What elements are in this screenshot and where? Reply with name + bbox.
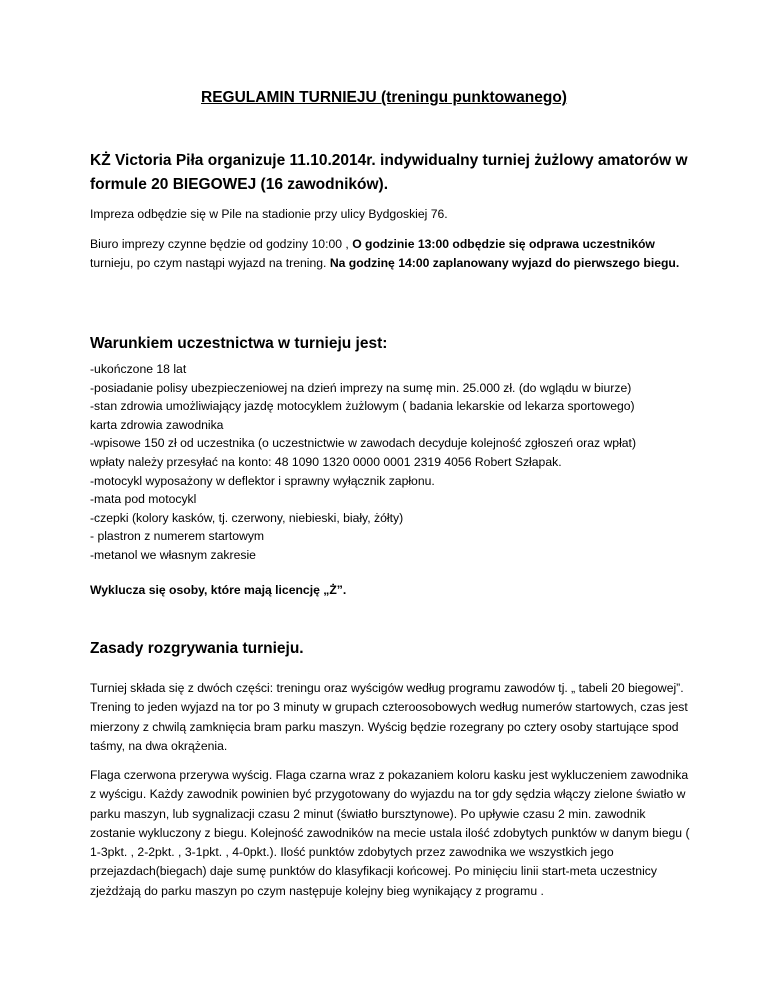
document-title-text: REGULAMIN TURNIEJU (treningu punktowanego) bbox=[201, 89, 567, 106]
document-title bbox=[0, 89, 768, 107]
office-text-2: O godzinie 13:00 odbędzie się odprawa uczestników bbox=[352, 237, 655, 251]
venue-paragraph: Impreza odbędzie się w Pile na stadionie przy ulicy Bydgoskiej 76. bbox=[90, 207, 448, 221]
office-paragraph bbox=[90, 235, 690, 273]
rules-heading: Zasady rozgrywania turnieju. bbox=[90, 640, 304, 657]
list-item: wpłaty należy przesyłać na konto: 48 1090 1320 0000 0001 2319 4056 Robert Szłapak. bbox=[90, 454, 562, 469]
list-item: -motocykl wyposażony w deflektor i sprawny wyłącznik zapłonu. bbox=[90, 473, 435, 488]
rules-paragraph-2: Flaga czerwona przerywa wyścig. Flaga czarna wraz z pokazaniem koloru kasku jest wykluczeniem zawodnika z wyścigu. Każdy zawodnik powinien być przygotowany do wyjazdu na tor gdy sędzia włączy zielone światło w parku maszyn, lub sygnalizacji czasu 2 minut (światło bursztynowe). Po upływie czasu 2 min. zawodnik zostanie wykluczony z biegu. Kolejność zawodników na mecie ustala ilość zdobytych punktów w danym biegu ( 1-3pkt. , 2-2pkt. , 3-1pkt. , 4-0pkt.). Ilość punktów zdobytych przez zawodnika we wszystkich jego przejazdach(biegach) daje sumę punktów do klasyfikacji końcowej. Po minięciu linii start-meta uczestnicy zjeżdżają do parku maszyn po czym następuje kolejny bieg wynikający z programu . bbox=[90, 768, 690, 898]
list-item: -czepki (kolory kasków, tj. czerwony, niebieski, biały, żółty) bbox=[90, 510, 404, 525]
office-text-3: turnieju, po czym nastąpi wyjazd na trening. bbox=[90, 256, 330, 270]
conditions-heading: Warunkiem uczestnictwa w turnieju jest: bbox=[90, 335, 388, 352]
list-item: karta zdrowia zawodnika bbox=[90, 417, 224, 432]
list-item: -metanol we własnym zakresie bbox=[90, 547, 256, 562]
list-item: - plastron z numerem startowym bbox=[90, 529, 265, 544]
list-item: -posiadanie polisy ubezpieczeniowej na dzień imprezy na sumę min. 25.000 zł. (do wglądu w biurze) bbox=[90, 380, 632, 395]
list-item: -ukończone 18 lat bbox=[90, 362, 187, 376]
exclusion-note: Wyklucza się osoby, które mają licencję „Ż”. bbox=[90, 583, 347, 597]
conditions-list bbox=[90, 360, 690, 565]
rules-paragraph-1: Turniej składa się z dwóch części: treningu oraz wyścigów według programu zawodów tj. „ tabeli 20 biegowej”. Trening to jeden wyjazd na tor po 3 minuty w grupach czteroosobowych według numerów startowych, czas jest mierzony z chwilą zamknięcia bram parku maszyn. Wyścig będzie rozegrany po cztery osoby startujące spod taśmy, na dwa okrążenia. bbox=[90, 681, 688, 753]
office-text-1: Biuro imprezy czynne będzie od godziny 10:00 , bbox=[90, 237, 353, 251]
intro-heading: KŻ Victoria Piła organizuje 11.10.2014r. indywidualny turniej żużlowy amatorów w formule 20 BIEGOWEJ (16 zawodników). bbox=[90, 152, 688, 193]
list-item: -mata pod motocykl bbox=[90, 492, 197, 507]
list-item: -wpisowe 150 zł od uczestnika (o uczestnictwie w zawodach decyduje kolejność zgłoszeń oraz wpłat) bbox=[90, 436, 636, 451]
list-item: -stan zdrowia umożliwiający jazdę motocyklem żużlowym ( badania lekarskie od lekarza sportowego) bbox=[90, 399, 635, 414]
office-text-4: Na godzinę 14:00 zaplanowany wyjazd do pierwszego biegu. bbox=[329, 256, 680, 270]
